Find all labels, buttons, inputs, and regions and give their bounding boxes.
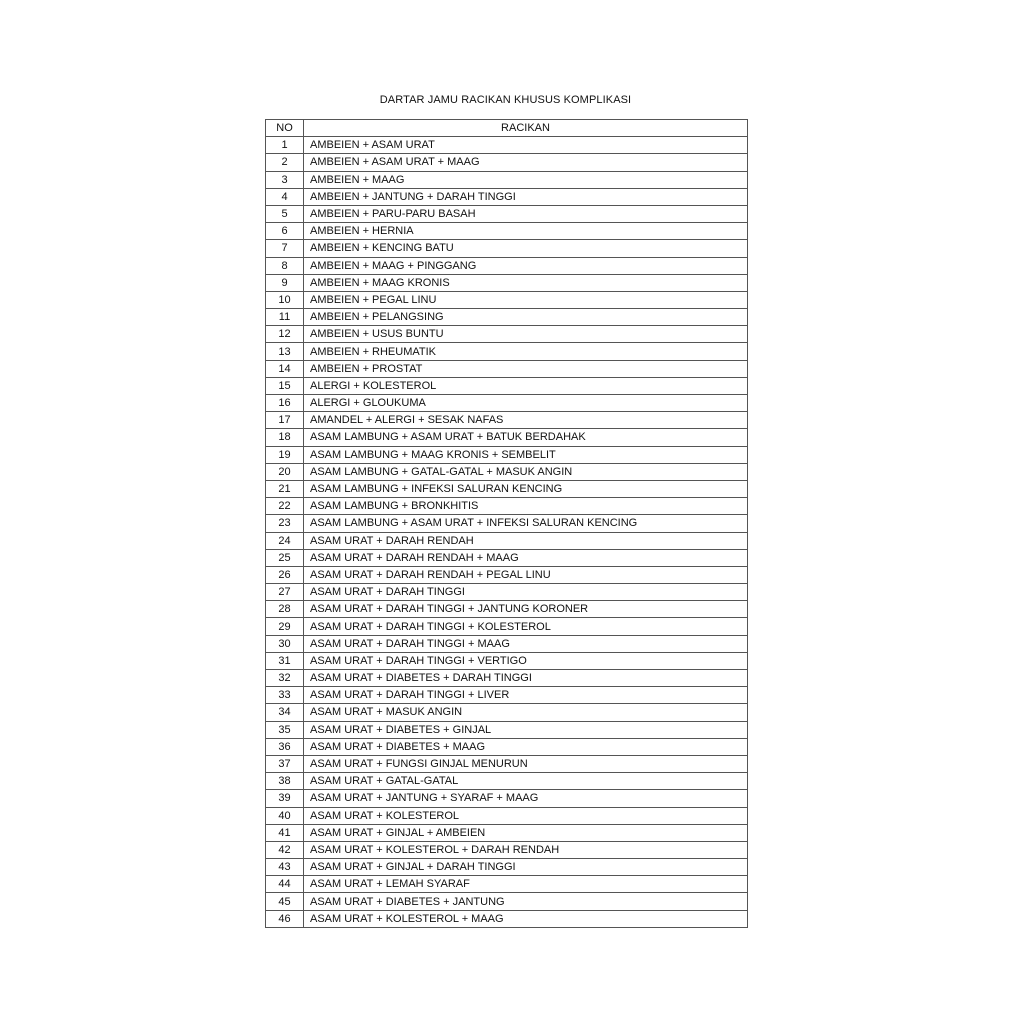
racikan-cell: AMBEIEN + PARU-PARU BASAH bbox=[304, 205, 748, 222]
table-row bbox=[266, 618, 748, 635]
racikan-cell: ASAM URAT + GATAL-GATAL bbox=[304, 773, 748, 790]
table-row bbox=[266, 343, 748, 360]
table-row bbox=[266, 652, 748, 669]
table-row bbox=[266, 205, 748, 222]
row-number-cell: 29 bbox=[266, 618, 304, 635]
racikan-cell: ASAM URAT + MASUK ANGIN bbox=[304, 704, 748, 721]
table-row bbox=[266, 412, 748, 429]
racikan-cell: AMBEIEN + KENCING BATU bbox=[304, 240, 748, 257]
column-header-racikan: RACIKAN bbox=[304, 120, 748, 137]
row-number-cell: 38 bbox=[266, 773, 304, 790]
racikan-cell: AMBEIEN + ASAM URAT bbox=[304, 137, 748, 154]
table-header-row bbox=[266, 120, 748, 137]
racikan-cell: ASAM URAT + DARAH TINGGI + MAAG bbox=[304, 635, 748, 652]
racikan-cell: ASAM URAT + JANTUNG + SYARAF + MAAG bbox=[304, 790, 748, 807]
table-row bbox=[266, 635, 748, 652]
racikan-cell: AMBEIEN + PEGAL LINU bbox=[304, 291, 748, 308]
racikan-cell: ASAM LAMBUNG + GATAL-GATAL + MASUK ANGIN bbox=[304, 463, 748, 480]
table-row bbox=[266, 670, 748, 687]
table-row bbox=[266, 601, 748, 618]
table-row bbox=[266, 223, 748, 240]
row-number-cell: 13 bbox=[266, 343, 304, 360]
row-number-cell: 20 bbox=[266, 463, 304, 480]
racikan-cell: ASAM URAT + LEMAH SYARAF bbox=[304, 876, 748, 893]
racikan-cell: AMBEIEN + HERNIA bbox=[304, 223, 748, 240]
row-number-cell: 33 bbox=[266, 687, 304, 704]
racikan-cell: AMBEIEN + RHEUMATIK bbox=[304, 343, 748, 360]
racikan-table bbox=[265, 119, 748, 928]
table-row bbox=[266, 755, 748, 772]
row-number-cell: 31 bbox=[266, 652, 304, 669]
table-row bbox=[266, 824, 748, 841]
table-row bbox=[266, 773, 748, 790]
table-row bbox=[266, 274, 748, 291]
row-number-cell: 43 bbox=[266, 859, 304, 876]
row-number-cell: 14 bbox=[266, 360, 304, 377]
table-row bbox=[266, 566, 748, 583]
table-row bbox=[266, 738, 748, 755]
racikan-cell: ASAM URAT + DARAH RENDAH + PEGAL LINU bbox=[304, 566, 748, 583]
row-number-cell: 28 bbox=[266, 601, 304, 618]
row-number-cell: 9 bbox=[266, 274, 304, 291]
row-number-cell: 46 bbox=[266, 910, 304, 927]
table-row bbox=[266, 515, 748, 532]
table-row bbox=[266, 154, 748, 171]
racikan-cell: AMANDEL + ALERGI + SESAK NAFAS bbox=[304, 412, 748, 429]
row-number-cell: 24 bbox=[266, 532, 304, 549]
racikan-cell: ASAM URAT + DARAH RENDAH bbox=[304, 532, 748, 549]
row-number-cell: 11 bbox=[266, 309, 304, 326]
racikan-cell: ASAM LAMBUNG + ASAM URAT + INFEKSI SALURAN KENCING bbox=[304, 515, 748, 532]
row-number-cell: 8 bbox=[266, 257, 304, 274]
racikan-cell: ASAM URAT + DARAH TINGGI + JANTUNG KORONER bbox=[304, 601, 748, 618]
racikan-cell: ASAM URAT + DARAH TINGGI + LIVER bbox=[304, 687, 748, 704]
table-row bbox=[266, 137, 748, 154]
row-number-cell: 22 bbox=[266, 498, 304, 515]
table-row bbox=[266, 841, 748, 858]
table-row bbox=[266, 876, 748, 893]
table-row bbox=[266, 240, 748, 257]
table-row bbox=[266, 463, 748, 480]
racikan-cell: AMBEIEN + MAAG bbox=[304, 171, 748, 188]
racikan-cell: ASAM LAMBUNG + INFEKSI SALURAN KENCING bbox=[304, 480, 748, 497]
table-row bbox=[266, 549, 748, 566]
row-number-cell: 3 bbox=[266, 171, 304, 188]
table-row bbox=[266, 326, 748, 343]
racikan-cell: ASAM URAT + KOLESTEROL + DARAH RENDAH bbox=[304, 841, 748, 858]
racikan-cell: ASAM LAMBUNG + BRONKHITIS bbox=[304, 498, 748, 515]
table-row bbox=[266, 188, 748, 205]
table-row bbox=[266, 807, 748, 824]
row-number-cell: 23 bbox=[266, 515, 304, 532]
racikan-cell: ASAM URAT + KOLESTEROL bbox=[304, 807, 748, 824]
row-number-cell: 2 bbox=[266, 154, 304, 171]
row-number-cell: 15 bbox=[266, 377, 304, 394]
table-row bbox=[266, 309, 748, 326]
row-number-cell: 30 bbox=[266, 635, 304, 652]
row-number-cell: 10 bbox=[266, 291, 304, 308]
row-number-cell: 17 bbox=[266, 412, 304, 429]
table-row bbox=[266, 257, 748, 274]
racikan-cell: ASAM URAT + DIABETES + JANTUNG bbox=[304, 893, 748, 910]
racikan-cell: ASAM URAT + DIABETES + DARAH TINGGI bbox=[304, 670, 748, 687]
row-number-cell: 36 bbox=[266, 738, 304, 755]
document-title: DARTAR JAMU RACIKAN KHUSUS KOMPLIKASI bbox=[379, 94, 632, 106]
row-number-cell: 41 bbox=[266, 824, 304, 841]
row-number-cell: 26 bbox=[266, 566, 304, 583]
row-number-cell: 7 bbox=[266, 240, 304, 257]
row-number-cell: 27 bbox=[266, 584, 304, 601]
racikan-cell: AMBEIEN + MAAG KRONIS bbox=[304, 274, 748, 291]
racikan-cell: AMBEIEN + MAAG + PINGGANG bbox=[304, 257, 748, 274]
row-number-cell: 4 bbox=[266, 188, 304, 205]
racikan-cell: ASAM URAT + GINJAL + AMBEIEN bbox=[304, 824, 748, 841]
racikan-cell: ASAM LAMBUNG + MAAG KRONIS + SEMBELIT bbox=[304, 446, 748, 463]
table-row bbox=[266, 910, 748, 927]
column-header-no: NO bbox=[266, 120, 304, 137]
row-number-cell: 5 bbox=[266, 205, 304, 222]
racikan-cell: ASAM URAT + DARAH TINGGI + VERTIGO bbox=[304, 652, 748, 669]
row-number-cell: 40 bbox=[266, 807, 304, 824]
table-row bbox=[266, 171, 748, 188]
racikan-cell: ASAM URAT + GINJAL + DARAH TINGGI bbox=[304, 859, 748, 876]
row-number-cell: 44 bbox=[266, 876, 304, 893]
row-number-cell: 34 bbox=[266, 704, 304, 721]
table-row bbox=[266, 360, 748, 377]
table-row bbox=[266, 480, 748, 497]
table-row bbox=[266, 498, 748, 515]
row-number-cell: 1 bbox=[266, 137, 304, 154]
row-number-cell: 39 bbox=[266, 790, 304, 807]
row-number-cell: 45 bbox=[266, 893, 304, 910]
table-row bbox=[266, 532, 748, 549]
table-row bbox=[266, 687, 748, 704]
racikan-cell: ASAM URAT + DIABETES + MAAG bbox=[304, 738, 748, 755]
table-row bbox=[266, 584, 748, 601]
table-row bbox=[266, 721, 748, 738]
table-row bbox=[266, 291, 748, 308]
racikan-cell: ASAM URAT + DARAH TINGGI bbox=[304, 584, 748, 601]
row-number-cell: 16 bbox=[266, 395, 304, 412]
row-number-cell: 6 bbox=[266, 223, 304, 240]
racikan-cell: AMBEIEN + PROSTAT bbox=[304, 360, 748, 377]
table-row bbox=[266, 859, 748, 876]
table-row bbox=[266, 790, 748, 807]
table-body bbox=[266, 137, 748, 928]
racikan-cell: ASAM URAT + DIABETES + GINJAL bbox=[304, 721, 748, 738]
row-number-cell: 37 bbox=[266, 755, 304, 772]
table-row bbox=[266, 704, 748, 721]
row-number-cell: 25 bbox=[266, 549, 304, 566]
row-number-cell: 19 bbox=[266, 446, 304, 463]
racikan-cell: ASAM LAMBUNG + ASAM URAT + BATUK BERDAHAK bbox=[304, 429, 748, 446]
row-number-cell: 42 bbox=[266, 841, 304, 858]
row-number-cell: 18 bbox=[266, 429, 304, 446]
row-number-cell: 12 bbox=[266, 326, 304, 343]
racikan-cell: ASAM URAT + FUNGSI GINJAL MENURUN bbox=[304, 755, 748, 772]
table-row bbox=[266, 395, 748, 412]
row-number-cell: 32 bbox=[266, 670, 304, 687]
racikan-cell: AMBEIEN + ASAM URAT + MAAG bbox=[304, 154, 748, 171]
racikan-cell: AMBEIEN + JANTUNG + DARAH TINGGI bbox=[304, 188, 748, 205]
table-row bbox=[266, 893, 748, 910]
row-number-cell: 35 bbox=[266, 721, 304, 738]
racikan-cell: ALERGI + KOLESTEROL bbox=[304, 377, 748, 394]
racikan-cell: ALERGI + GLOUKUMA bbox=[304, 395, 748, 412]
racikan-cell: AMBEIEN + USUS BUNTU bbox=[304, 326, 748, 343]
racikan-cell: ASAM URAT + DARAH RENDAH + MAAG bbox=[304, 549, 748, 566]
table-row bbox=[266, 446, 748, 463]
row-number-cell: 21 bbox=[266, 480, 304, 497]
table-row bbox=[266, 377, 748, 394]
racikan-cell: AMBEIEN + PELANGSING bbox=[304, 309, 748, 326]
table-row bbox=[266, 429, 748, 446]
racikan-cell: ASAM URAT + DARAH TINGGI + KOLESTEROL bbox=[304, 618, 748, 635]
racikan-cell: ASAM URAT + KOLESTEROL + MAAG bbox=[304, 910, 748, 927]
